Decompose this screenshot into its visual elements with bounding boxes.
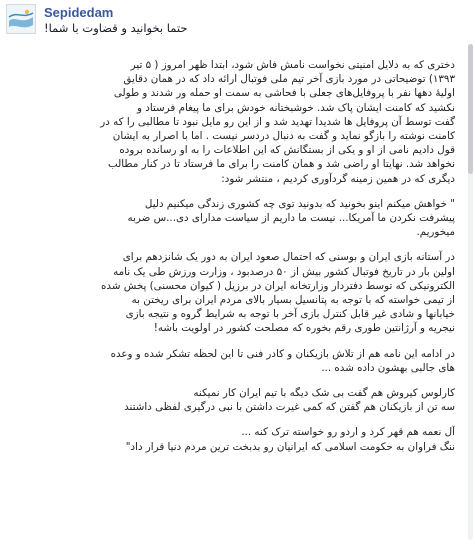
post-text-line: پیشرفت نکردن ما آمریکا... نیست ما داریم از سیاست مدارای دی...س ضربه	[127, 212, 455, 225]
post-text-line: الکترونیکی که توسط دفتردار وزارتخانه ایران در برزیل ( کیوان محسنی) پخش شده	[101, 279, 455, 292]
post-text-line: ننگ فراوان به حکومت اسلامی که ایرانیان رو بدبخت ترین مردم دنیا قرار داد"	[125, 440, 455, 453]
post-text-line: نخواهد شد. نهایتا او راضی شد و همان کامنت را برای ما فرستاد تا در کنار مطالب	[108, 158, 455, 171]
post-paragraph	[12, 425, 455, 453]
post-text-line: در ادامه این نامه هم از تلاش بازیکنان و کادر فنی تا این لحظه تشکر شده و وعده	[110, 347, 455, 360]
post-text-line: خیابانها و شادی غیر قابل کنترل بازی آخر با توجه به شرایط گروه و نتیجه بازی	[125, 308, 455, 321]
author-name[interactable]: Sepidedam	[44, 5, 114, 20]
post-body	[12, 58, 455, 465]
post-text-line: قول دادیم نامی از او و یکی از بستگانش که این اطلاعات را به او رسانده بروده	[119, 144, 455, 157]
post-text-line: دختری که به دلایل امنیتی نخواست نامش فاش شود، ابتدا ظهر امروز ( ۵ تیر	[130, 59, 455, 71]
post-paragraph	[12, 347, 455, 375]
post-text-line: ۱۳۹۳) توضیحاتی در مورد بازی آخر تیم ملی فوتبال ارائه داد که در همان دقایق	[123, 73, 455, 86]
post-text-line: " خواهش میکنم اینو بخونید که بدونید توی چه کشوری زندگی میکنیم دلیل	[144, 197, 455, 210]
post-text-line: نیجریه و آرژانتین طوری رقم بخوره که مصلحت کشور در اولویت باشه!	[153, 322, 455, 335]
post-text-line: اولین بار در تاریخ فوتبال کشور بیش از ۵۰ درصدبود ، وزارت ورزش طی یک نامه	[113, 265, 455, 278]
post-text-line: از تیمی خواسته که با توجه به پتانسیل بسیار بالای مردم ایران برای ریختن به	[131, 294, 455, 307]
scrollbar[interactable]	[468, 44, 473, 540]
post-text-line: سه تن از بازیکنان هم گفتن که کمی غیرت داشتن با نبی درگیری لفظی داشتند	[124, 401, 455, 414]
post-text-line: دیگری که در همین زمینه گردآوری کردیم ، منتشر شود:	[221, 172, 455, 185]
scrollbar-thumb[interactable]	[468, 44, 473, 174]
avatar-graphic	[7, 5, 35, 33]
post-text-line: های جالبی بهشون داده شده ...	[321, 361, 455, 374]
post-paragraph	[12, 197, 455, 240]
post-paragraph	[12, 58, 455, 186]
post-text-line: کارلوس کیروش هم گفت بی شک دیگه با تیم ایران کار نمیکنه	[193, 387, 455, 400]
post-subtitle: حتما بخوانید و قضاوت با شما!	[44, 21, 188, 35]
post-text-line: نکشید که کامنت ایشان پاک شد. خوشبختانه خودش برای ما پیغام فرستاد و	[136, 101, 455, 114]
post-text-line: در آستانه بازی ایران و بوسنی که احتمال صعود ایران به دور یک شانزدهم برای	[122, 251, 455, 264]
post-paragraph	[12, 386, 455, 414]
sepidedam-avatar-icon[interactable]	[6, 4, 36, 34]
post-text-line: کامنت نوشته را بازگو نماید و گفت به دنبال دردسر نیست . اما با اصرار به ایشان	[112, 130, 455, 143]
post-text-line: میخوریم.	[416, 226, 455, 239]
post-text-line: آل نعمه هم قهر کرد و اردو رو خواسته ترک کنه ...	[241, 426, 455, 439]
post-header	[6, 4, 469, 44]
post-paragraph	[12, 250, 455, 335]
post-text-line: گفت توسط آن پروفایل ها شدیدا تهدید شد و از این رو مایل نبود تا مطالبی را که در	[100, 115, 455, 128]
post-text-line: اولیهٔ دهها نفر با پروفایل‌های جعلی با فحاشی به سمت او حمله ور شدند و طولی	[113, 87, 455, 100]
